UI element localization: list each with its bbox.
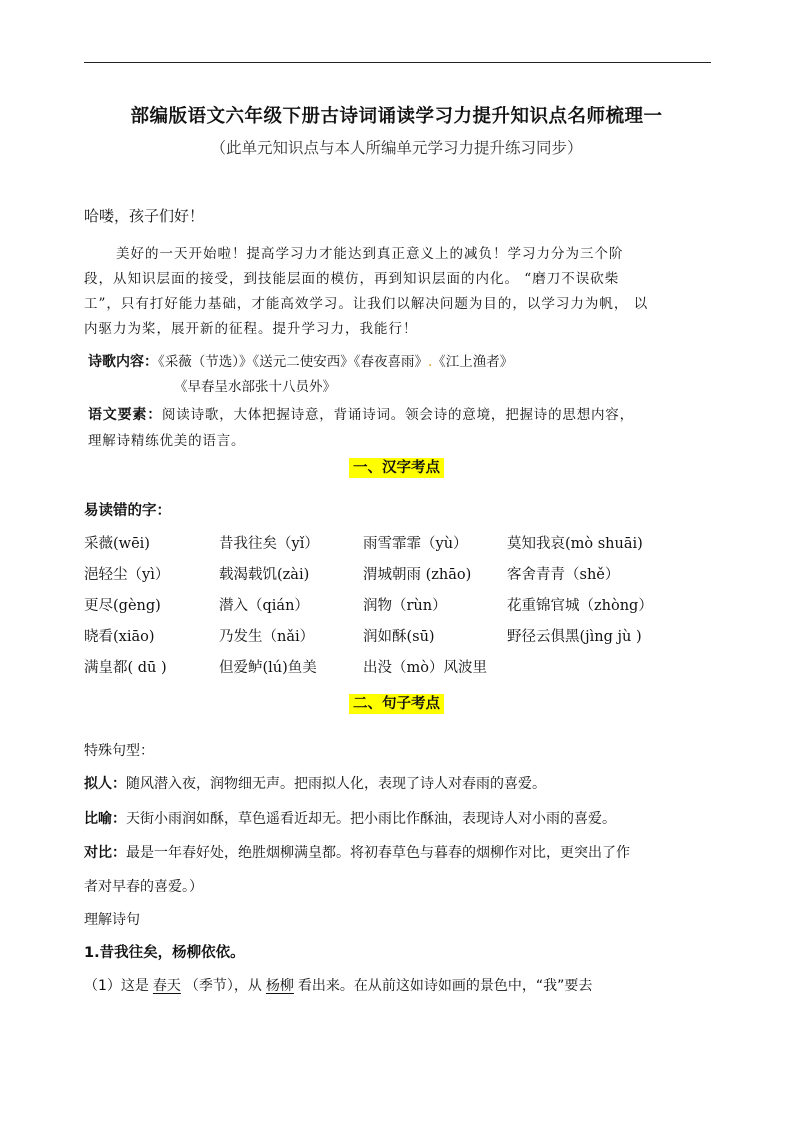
item-1-text: 1.昔我往矣，杨柳依依。	[84, 945, 245, 961]
page-subtitle: （此单元知识点与本人所编单元学习力提升练习同步）	[210, 139, 583, 157]
easy-words-label: 易读错的字：	[84, 503, 171, 519]
intro-text: 美好的一天开始啦！提高学习力才能达到真正意义上的减负！学习力分为三个阶	[116, 246, 624, 262]
poem-label: 诗歌内容：	[88, 354, 158, 370]
poem-list	[88, 350, 718, 375]
poem-titles: 《江上渔者》	[432, 354, 514, 370]
simile-note: 把小雨比作酥油，表现诗人对小雨的喜爱。	[350, 811, 616, 827]
section-heading-sentences	[0, 692, 793, 713]
intro-line: 段，从知识层面的接受，到技能层面的模仿，再到知识层面的内化。 “磨刀不误砍柴	[84, 271, 620, 287]
word-item: 野径云俱黑(jìng jù )	[507, 629, 642, 645]
requirements	[88, 402, 716, 454]
requirements-line	[88, 402, 716, 428]
requirements-line: 理解诗精练优美的语言。	[88, 433, 246, 449]
word-item: 润物（rùn）	[363, 598, 447, 614]
section-heading-characters	[0, 456, 793, 477]
header-rule	[84, 62, 711, 63]
personification-note: 把雨拟人化，表现了诗人对春雨的喜爱。	[294, 776, 546, 792]
simile-label: 比喻：	[84, 811, 126, 827]
word-item: 客舍青青（shě）	[507, 567, 620, 583]
word-item: 渭城朝雨 (zhāo)	[363, 567, 472, 583]
requirements-text: 阅读诗歌，大体把握诗意，背诵诗词。领会诗的意境，把握诗的思想内容，	[162, 407, 634, 423]
intro-line: 工”，只有打好能力基础，才能高效学习。让我们以解决问题为目的，以学习力为帆， 以	[84, 296, 649, 312]
understand-label	[84, 903, 714, 937]
word-item: 雨雪霏霏（yù）	[363, 536, 468, 552]
simile-line	[84, 802, 714, 836]
word-item: 莫知我哀(mò shuāi)	[507, 536, 643, 552]
word-item: 浥轻尘（yì）	[84, 567, 170, 583]
section-heading-text: 二、句子考点	[349, 694, 444, 714]
contrast-label: 对比：	[84, 845, 126, 861]
question-mid: （季节），从	[184, 978, 262, 994]
personification-label: 拟人：	[84, 776, 126, 792]
understand-label-text: 理解诗句	[84, 912, 140, 928]
contrast-line	[84, 836, 714, 904]
word-item: 潜入（qián）	[219, 598, 309, 614]
intro-paragraph	[84, 242, 712, 342]
poem-titles-line2: 《早春呈水部张十八员外》	[174, 379, 336, 395]
answer-blank: 杨柳	[265, 978, 294, 994]
contrast-line-2: 者对早春的喜爱。）	[84, 879, 203, 895]
special-label-text: 特殊句型：	[84, 743, 154, 759]
section-heading-text: 一、汉字考点	[349, 458, 444, 478]
word-item: 出没（mò）风波里	[363, 660, 487, 676]
contrast-note: 将初春草色与暮春的烟柳作对比，更突出了作	[350, 845, 630, 861]
word-item: 但爱鲈(lú)鱼美	[219, 660, 317, 676]
personification-quote: 随风潜入夜，润物细无声。	[126, 776, 294, 792]
word-item: 润如酥(sū)	[363, 629, 435, 645]
personification-line	[84, 767, 714, 801]
contrast-line-1	[84, 836, 714, 870]
word-row	[84, 594, 724, 625]
intro-line: 内驱力为桨，展开新的征程。提升学习力，我能行！	[84, 321, 418, 337]
contrast-quote: 最是一年春好处，绝胜烟柳满皇都。	[126, 845, 350, 861]
word-item: 更尽(gèng)	[84, 598, 161, 614]
simile-quote: 天街小雨润如酥，草色遥看近却无。	[126, 811, 350, 827]
word-item: 晓看(xiāo)	[84, 629, 155, 645]
special-sentence-label	[84, 734, 714, 768]
poem-titles: 《采薇（节选）》《送元二使安西》《春夜喜雨》	[158, 354, 428, 370]
word-item: 乃发生（nǎi）	[219, 629, 315, 645]
word-item: 昔我往矣（yǐ）	[219, 536, 319, 552]
requirements-label: 语文要素：	[88, 407, 162, 423]
word-row	[84, 532, 724, 563]
item-1	[84, 936, 714, 970]
answer-blank: 春天	[152, 978, 181, 994]
easy-words-grid	[84, 532, 724, 687]
question-suffix: 看出来。在从前这如诗如画的景色中，“我”要去	[297, 978, 593, 994]
word-row	[84, 563, 724, 594]
word-item: 载渴载饥(zài)	[219, 567, 310, 583]
page-title: 部编版语文六年级下册古诗词诵读学习力提升知识点名师梳理一	[130, 106, 663, 127]
word-item: 满皇都( dū )	[84, 660, 167, 676]
question-1	[84, 969, 714, 1003]
greeting: 哈喽，孩子们好！	[84, 207, 205, 225]
word-row	[84, 656, 724, 687]
word-item: 采薇(wēi)	[84, 536, 150, 552]
word-item: 花重锦官城（zhòng）	[507, 598, 653, 614]
poem-separator: .	[428, 354, 433, 370]
question-prefix: （1）这是	[84, 978, 149, 994]
word-row	[84, 625, 724, 656]
intro-line	[84, 242, 712, 267]
